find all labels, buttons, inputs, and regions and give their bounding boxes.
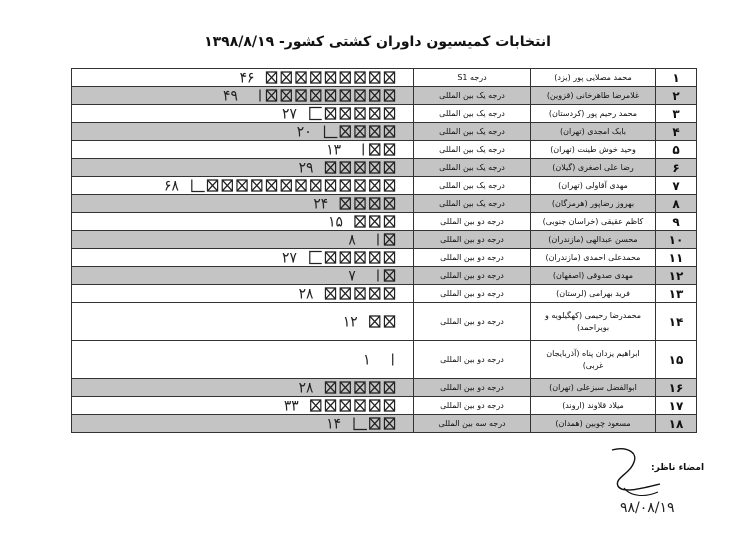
vote-tally-cell — [72, 195, 414, 213]
candidate-name: مسعود چوبین (همدان) — [531, 415, 656, 433]
tally-box — [311, 72, 321, 83]
tally-marks — [72, 231, 413, 248]
vote-tally-cell — [72, 397, 414, 415]
tally-box — [355, 216, 365, 227]
table-row — [72, 285, 697, 303]
tally-box — [311, 400, 321, 411]
tally-box — [355, 72, 365, 83]
vote-tally-cell — [72, 123, 414, 141]
tally-box — [340, 252, 350, 263]
tally-marks — [72, 267, 413, 284]
tally-box — [384, 316, 394, 327]
candidate-name: محمدرضا رحیمی (کهگیلویه و بویراحمد) — [531, 303, 656, 341]
row-number: ۱۵ — [656, 341, 697, 379]
tally-marks — [72, 415, 413, 432]
vote-tally-cell — [72, 159, 414, 177]
tally-box — [325, 180, 335, 191]
tally-box — [281, 72, 291, 83]
row-number: ۱۲ — [656, 267, 697, 285]
tally-box — [370, 126, 380, 137]
vote-count: ۸ — [348, 232, 356, 248]
tally-box — [296, 72, 306, 83]
table-row — [72, 303, 697, 341]
tally-box — [355, 162, 365, 173]
vote-count: ۴۹ — [223, 88, 238, 104]
referee-grade: درجه سه بین المللی — [414, 415, 531, 433]
row-number: ۳ — [656, 105, 697, 123]
row-number: ۱۳ — [656, 285, 697, 303]
tally-box — [370, 198, 380, 209]
table-row — [72, 141, 697, 159]
tally-marks — [72, 379, 413, 396]
referee-grade: درجه یک بین المللی — [414, 105, 531, 123]
row-number: ۹ — [656, 213, 697, 231]
tally-box — [355, 400, 365, 411]
election-results-table — [71, 68, 697, 433]
candidate-name: بابک امجدی (تهران) — [531, 123, 656, 141]
tally-box — [325, 108, 335, 119]
signature-scribble — [604, 444, 664, 502]
tally-box — [384, 216, 394, 227]
table-row — [72, 341, 697, 379]
table-row — [72, 105, 697, 123]
vote-tally-cell — [72, 341, 414, 379]
tally-box — [281, 180, 291, 191]
tally-box — [355, 382, 365, 393]
tally-box — [237, 180, 247, 191]
tally-box — [384, 198, 394, 209]
document-title: انتخابات کمیسیون داوران کشتی کشور- ۱۳۹۸/۸/۱۹ — [204, 34, 551, 50]
row-number: ۱ — [656, 69, 697, 87]
candidate-name: محسن عبدالهی (مازندران) — [531, 231, 656, 249]
referee-grade: درجه دو بین المللی — [414, 231, 531, 249]
tally-box — [384, 288, 394, 299]
vote-count: ۱۵ — [328, 214, 343, 230]
referee-grade: درجه یک بین المللی — [414, 177, 531, 195]
tally-box — [384, 382, 394, 393]
tally-box — [370, 418, 380, 429]
vote-count: ۱۴ — [326, 416, 342, 432]
candidate-name: میلاد قلاوند (اروند) — [531, 397, 656, 415]
vote-count: ۶۸ — [164, 178, 179, 194]
tally-box — [370, 400, 380, 411]
table-row — [72, 267, 697, 285]
tally-box — [370, 252, 380, 263]
vote-tally-cell — [72, 69, 414, 87]
vote-count: ۲۸ — [298, 380, 314, 396]
referee-grade: درجه دو بین المللی — [414, 341, 531, 379]
tally-box — [384, 180, 394, 191]
referee-grade: درجه دو بین المللی — [414, 303, 531, 341]
tally-box — [340, 382, 350, 393]
vote-tally-cell — [72, 87, 414, 105]
tally-box — [370, 144, 380, 155]
tally-box — [325, 252, 335, 263]
tally-box — [370, 288, 380, 299]
tally-box — [355, 126, 365, 137]
vote-count: ۱ — [363, 352, 371, 369]
vote-count: ۴۶ — [239, 70, 255, 86]
tally-box — [370, 216, 380, 227]
tally-box — [384, 144, 394, 155]
tally-box — [340, 72, 350, 83]
tally-box — [340, 288, 350, 299]
tally-box — [384, 252, 394, 263]
tally-marks — [72, 105, 413, 122]
tally-box — [325, 400, 335, 411]
tally-box — [384, 234, 394, 245]
tally-box — [340, 198, 350, 209]
signature-date: ۹۸/۰۸/۱۹ — [620, 500, 675, 516]
tally-marks — [72, 341, 413, 378]
tally-box — [355, 252, 365, 263]
tally-partial — [310, 252, 322, 264]
table-row — [72, 87, 697, 105]
referee-grade: درجه یک بین المللی — [414, 87, 531, 105]
candidate-name: بهروز رضاپور (هرمزگان) — [531, 195, 656, 213]
tally-box — [296, 180, 306, 191]
referee-grade: درجه دو بین المللی — [414, 397, 531, 415]
tally-marks — [72, 303, 413, 340]
tally-marks — [72, 213, 413, 230]
tally-box — [340, 108, 350, 119]
tally-marks — [72, 69, 413, 86]
tally-box — [222, 180, 232, 191]
vote-tally-cell — [72, 267, 414, 285]
candidate-name: فرید بهرامی (لرستان) — [531, 285, 656, 303]
tally-box — [340, 162, 350, 173]
vote-count: ۲۷ — [282, 250, 297, 266]
tally-box — [355, 198, 365, 209]
vote-count: ۲۴ — [313, 196, 329, 212]
referee-grade: درجه یک بین المللی — [414, 141, 531, 159]
candidate-name: کاظم عقیقی (خراسان جنوبی) — [531, 213, 656, 231]
vote-count: ۱۳ — [326, 142, 342, 158]
candidate-name: مهدی صدوقی (اصفهان) — [531, 267, 656, 285]
tally-box — [281, 90, 291, 101]
tally-box — [355, 108, 365, 119]
tally-box — [340, 180, 350, 191]
tally-marks — [72, 177, 413, 194]
tally-box — [266, 180, 276, 191]
tally-box — [325, 382, 335, 393]
signature-label: امضاء ناظر: — [651, 463, 705, 473]
tally-box — [384, 400, 394, 411]
tally-marks — [72, 285, 413, 302]
table-row — [72, 195, 697, 213]
tally-box — [266, 72, 276, 83]
vote-tally-cell — [72, 141, 414, 159]
table-row — [72, 213, 697, 231]
row-number: ۱۱ — [656, 249, 697, 267]
tally-box — [296, 90, 306, 101]
row-number: ۶ — [656, 159, 697, 177]
tally-box — [325, 162, 335, 173]
tally-marks — [72, 123, 413, 140]
vote-tally-cell — [72, 379, 414, 397]
candidate-name: ابوالفضل سبزعلی (تهران) — [531, 379, 656, 397]
vote-count: ۲۰ — [296, 124, 312, 140]
candidate-name: ابراهیم یزدان پناه (آذربایجان غربی) — [531, 341, 656, 379]
tally-box — [370, 382, 380, 393]
row-number: ۵ — [656, 141, 697, 159]
referee-grade: درجه دو بین المللی — [414, 379, 531, 397]
referee-grade: درجه یک بین المللی — [414, 195, 531, 213]
tally-box — [384, 126, 394, 137]
tally-box — [384, 90, 394, 101]
table-row — [72, 69, 697, 87]
vote-tally-cell — [72, 249, 414, 267]
row-number: ۱۸ — [656, 415, 697, 433]
tally-partial — [354, 418, 367, 430]
vote-tally-cell — [72, 231, 414, 249]
vote-tally-cell — [72, 303, 414, 341]
tally-box — [384, 418, 394, 429]
vote-tally-cell — [72, 105, 414, 123]
tally-box — [325, 288, 335, 299]
vote-count: ۲۸ — [298, 286, 314, 302]
tally-marks — [72, 87, 413, 104]
candidate-name: مهدی آقاولی (تهران) — [531, 177, 656, 195]
tally-box — [370, 108, 380, 119]
row-number: ۱۰ — [656, 231, 697, 249]
vote-tally-cell — [72, 213, 414, 231]
table-row — [72, 249, 697, 267]
tally-box — [384, 108, 394, 119]
tally-partial — [192, 180, 205, 192]
tally-box — [266, 90, 276, 101]
vote-count: ۳۳ — [283, 398, 299, 414]
table-row — [72, 177, 697, 195]
table-row — [72, 397, 697, 415]
tally-box — [370, 90, 380, 101]
tally-box — [384, 162, 394, 173]
table-row — [72, 379, 697, 397]
tally-partial — [325, 126, 338, 138]
candidate-name: محمد رحیم پور (کردستان) — [531, 105, 656, 123]
vote-tally-cell — [72, 415, 414, 433]
tally-box — [370, 180, 380, 191]
tally-marks — [72, 159, 413, 176]
tally-box — [370, 162, 380, 173]
tally-box — [384, 72, 394, 83]
row-number: ۷ — [656, 177, 697, 195]
candidate-name: غلامرضا طاهرخانی (قزوین) — [531, 87, 656, 105]
vote-count: ۱۲ — [342, 314, 358, 331]
table-body — [72, 69, 697, 433]
tally-box — [370, 72, 380, 83]
vote-tally-cell — [72, 177, 414, 195]
tally-partial — [310, 108, 322, 120]
tally-marks — [72, 249, 413, 266]
referee-grade: درجه یک بین المللی — [414, 159, 531, 177]
tally-box — [370, 316, 380, 327]
tally-box — [340, 90, 350, 101]
tally-marks — [72, 397, 413, 414]
tally-box — [384, 270, 394, 281]
tally-box — [207, 180, 217, 191]
vote-count: ۷ — [348, 268, 356, 284]
tally-box — [325, 90, 335, 101]
row-number: ۱۴ — [656, 303, 697, 341]
table-row — [72, 159, 697, 177]
tally-box — [340, 400, 350, 411]
referee-grade: درجه دو بین المللی — [414, 249, 531, 267]
table-row — [72, 231, 697, 249]
referee-grade: درجه دو بین المللی — [414, 213, 531, 231]
candidate-name: محمد مصلایی پور (یزد) — [531, 69, 656, 87]
row-number: ۸ — [656, 195, 697, 213]
tally-box — [355, 180, 365, 191]
tally-marks — [72, 195, 413, 212]
referee-grade: درجه دو بین المللی — [414, 285, 531, 303]
candidate-name: رضا علی اصغری (گیلان) — [531, 159, 656, 177]
vote-count: ۲۷ — [282, 106, 297, 122]
tally-box — [340, 126, 350, 137]
tally-box — [311, 180, 321, 191]
row-number: ۲ — [656, 87, 697, 105]
tally-marks — [72, 141, 413, 158]
table-row — [72, 123, 697, 141]
vote-tally-cell — [72, 285, 414, 303]
table-row — [72, 415, 697, 433]
candidate-name: وحید خوش طینت (تهران) — [531, 141, 656, 159]
tally-box — [355, 288, 365, 299]
tally-box — [252, 180, 262, 191]
row-number: ۱۶ — [656, 379, 697, 397]
row-number: ۴ — [656, 123, 697, 141]
vote-count: ۲۹ — [298, 160, 314, 176]
tally-box — [311, 90, 321, 101]
row-number: ۱۷ — [656, 397, 697, 415]
tally-box — [325, 72, 335, 83]
tally-box — [355, 90, 365, 101]
referee-grade: درجه S1 — [414, 69, 531, 87]
referee-grade: درجه دو بین المللی — [414, 267, 531, 285]
candidate-name: محمدعلی احمدی (مازندران) — [531, 249, 656, 267]
referee-grade: درجه یک بین المللی — [414, 123, 531, 141]
